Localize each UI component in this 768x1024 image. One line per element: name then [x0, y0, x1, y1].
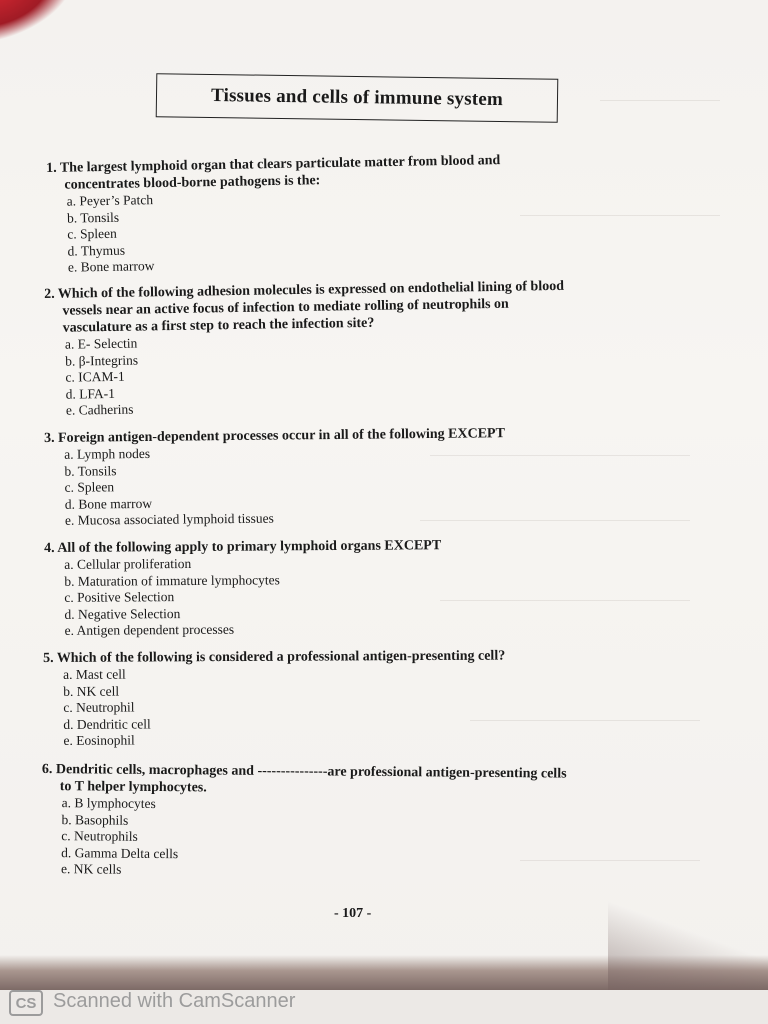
option-d: d. Gamma Delta cells: [61, 844, 179, 861]
option-a: a. Mast cell: [63, 666, 126, 682]
question-number: 5.: [43, 650, 54, 666]
option-d: d. Dendritic cell: [63, 716, 151, 732]
page-title: Tissues and cells of immune system: [210, 84, 504, 111]
question-6: [41, 761, 687, 884]
option-e: e. Cadherins: [65, 401, 134, 419]
question-number: 2.: [44, 286, 55, 302]
option-b: b. Tonsils: [64, 462, 117, 479]
option-d: d. Thymus: [67, 242, 126, 259]
question-3: [44, 424, 665, 530]
question-stem: Dendritic cells, macrophages and ---------------are professional antigen-presenting cells: [55, 762, 567, 782]
option-b: b. NK cell: [63, 683, 120, 699]
option-c: c. ICAM-1: [65, 368, 125, 385]
question-stem: Which of the following is considered a professional antigen-presenting cell?: [56, 648, 506, 666]
option-c: c. Spleen: [67, 225, 117, 242]
option-b: b. β-Integrins: [65, 352, 139, 369]
question-stem-continued: vasculature as a first step to reach the infection site?: [62, 315, 375, 336]
question-number: 6.: [41, 761, 53, 778]
question-stem-continued: to T helper lymphocytes.: [59, 779, 207, 796]
question-number: 4.: [44, 540, 55, 556]
option-b: b. Basophils: [61, 811, 129, 828]
question-number: 3.: [44, 430, 55, 446]
option-e: e. NK cells: [60, 861, 122, 878]
page-number: - 107 -: [334, 906, 372, 921]
question-stem: All of the following apply to primary lymphoid organs EXCEPT: [57, 538, 442, 556]
question-stem-continued: concentrates blood-borne pathogens is the:: [64, 173, 321, 193]
option-d: d. Negative Selection: [64, 605, 181, 622]
option-c: c. Positive Selection: [64, 589, 175, 606]
question-5: [43, 647, 664, 750]
question-stem-continued: vessels near an active focus of infection to mediate rolling of neutrophils on: [62, 296, 509, 319]
question-stem: Foreign antigen-dependent processes occur in all of the following EXCEPT: [58, 426, 505, 446]
question-number: 1.: [46, 160, 57, 176]
question-stem: Which of the following adhesion molecules is expressed on endothelial lining of blood: [57, 278, 565, 302]
option-b: b. Maturation of immature lymphocytes: [64, 571, 280, 589]
question-2: [44, 276, 691, 420]
option-c: c. Neutrophils: [61, 828, 138, 845]
option-a: a. E- Selectin: [64, 335, 138, 352]
option-a: a. Lymph nodes: [64, 445, 151, 462]
option-e: e. Mucosa associated lymphoid tissues: [64, 510, 274, 529]
option-a: a. Peyer’s Patch: [66, 192, 154, 209]
option-a: a. B lymphocytes: [61, 795, 156, 811]
option-e: e. Eosinophil: [63, 732, 135, 749]
camscanner-watermark: [0, 990, 768, 1024]
camscanner-logo-icon: CS: [9, 990, 43, 1016]
option-e: e. Bone marrow: [67, 258, 155, 276]
option-b: b. Tonsils: [66, 209, 120, 226]
question-stem: The largest lymphoid organ that clears particulate matter from blood and: [59, 153, 501, 176]
question-1: [46, 149, 693, 277]
question-4: [44, 536, 665, 640]
option-d: d. LFA-1: [65, 385, 116, 402]
watermark-text: Scanned with CamScanner: [53, 990, 296, 1012]
option-a: a. Cellular proliferation: [64, 555, 192, 572]
option-c: c. Neutrophil: [63, 699, 135, 716]
option-d: d. Bone marrow: [64, 495, 153, 512]
option-c: c. Spleen: [64, 479, 115, 495]
option-e: e. Antigen dependent processes: [64, 622, 235, 639]
